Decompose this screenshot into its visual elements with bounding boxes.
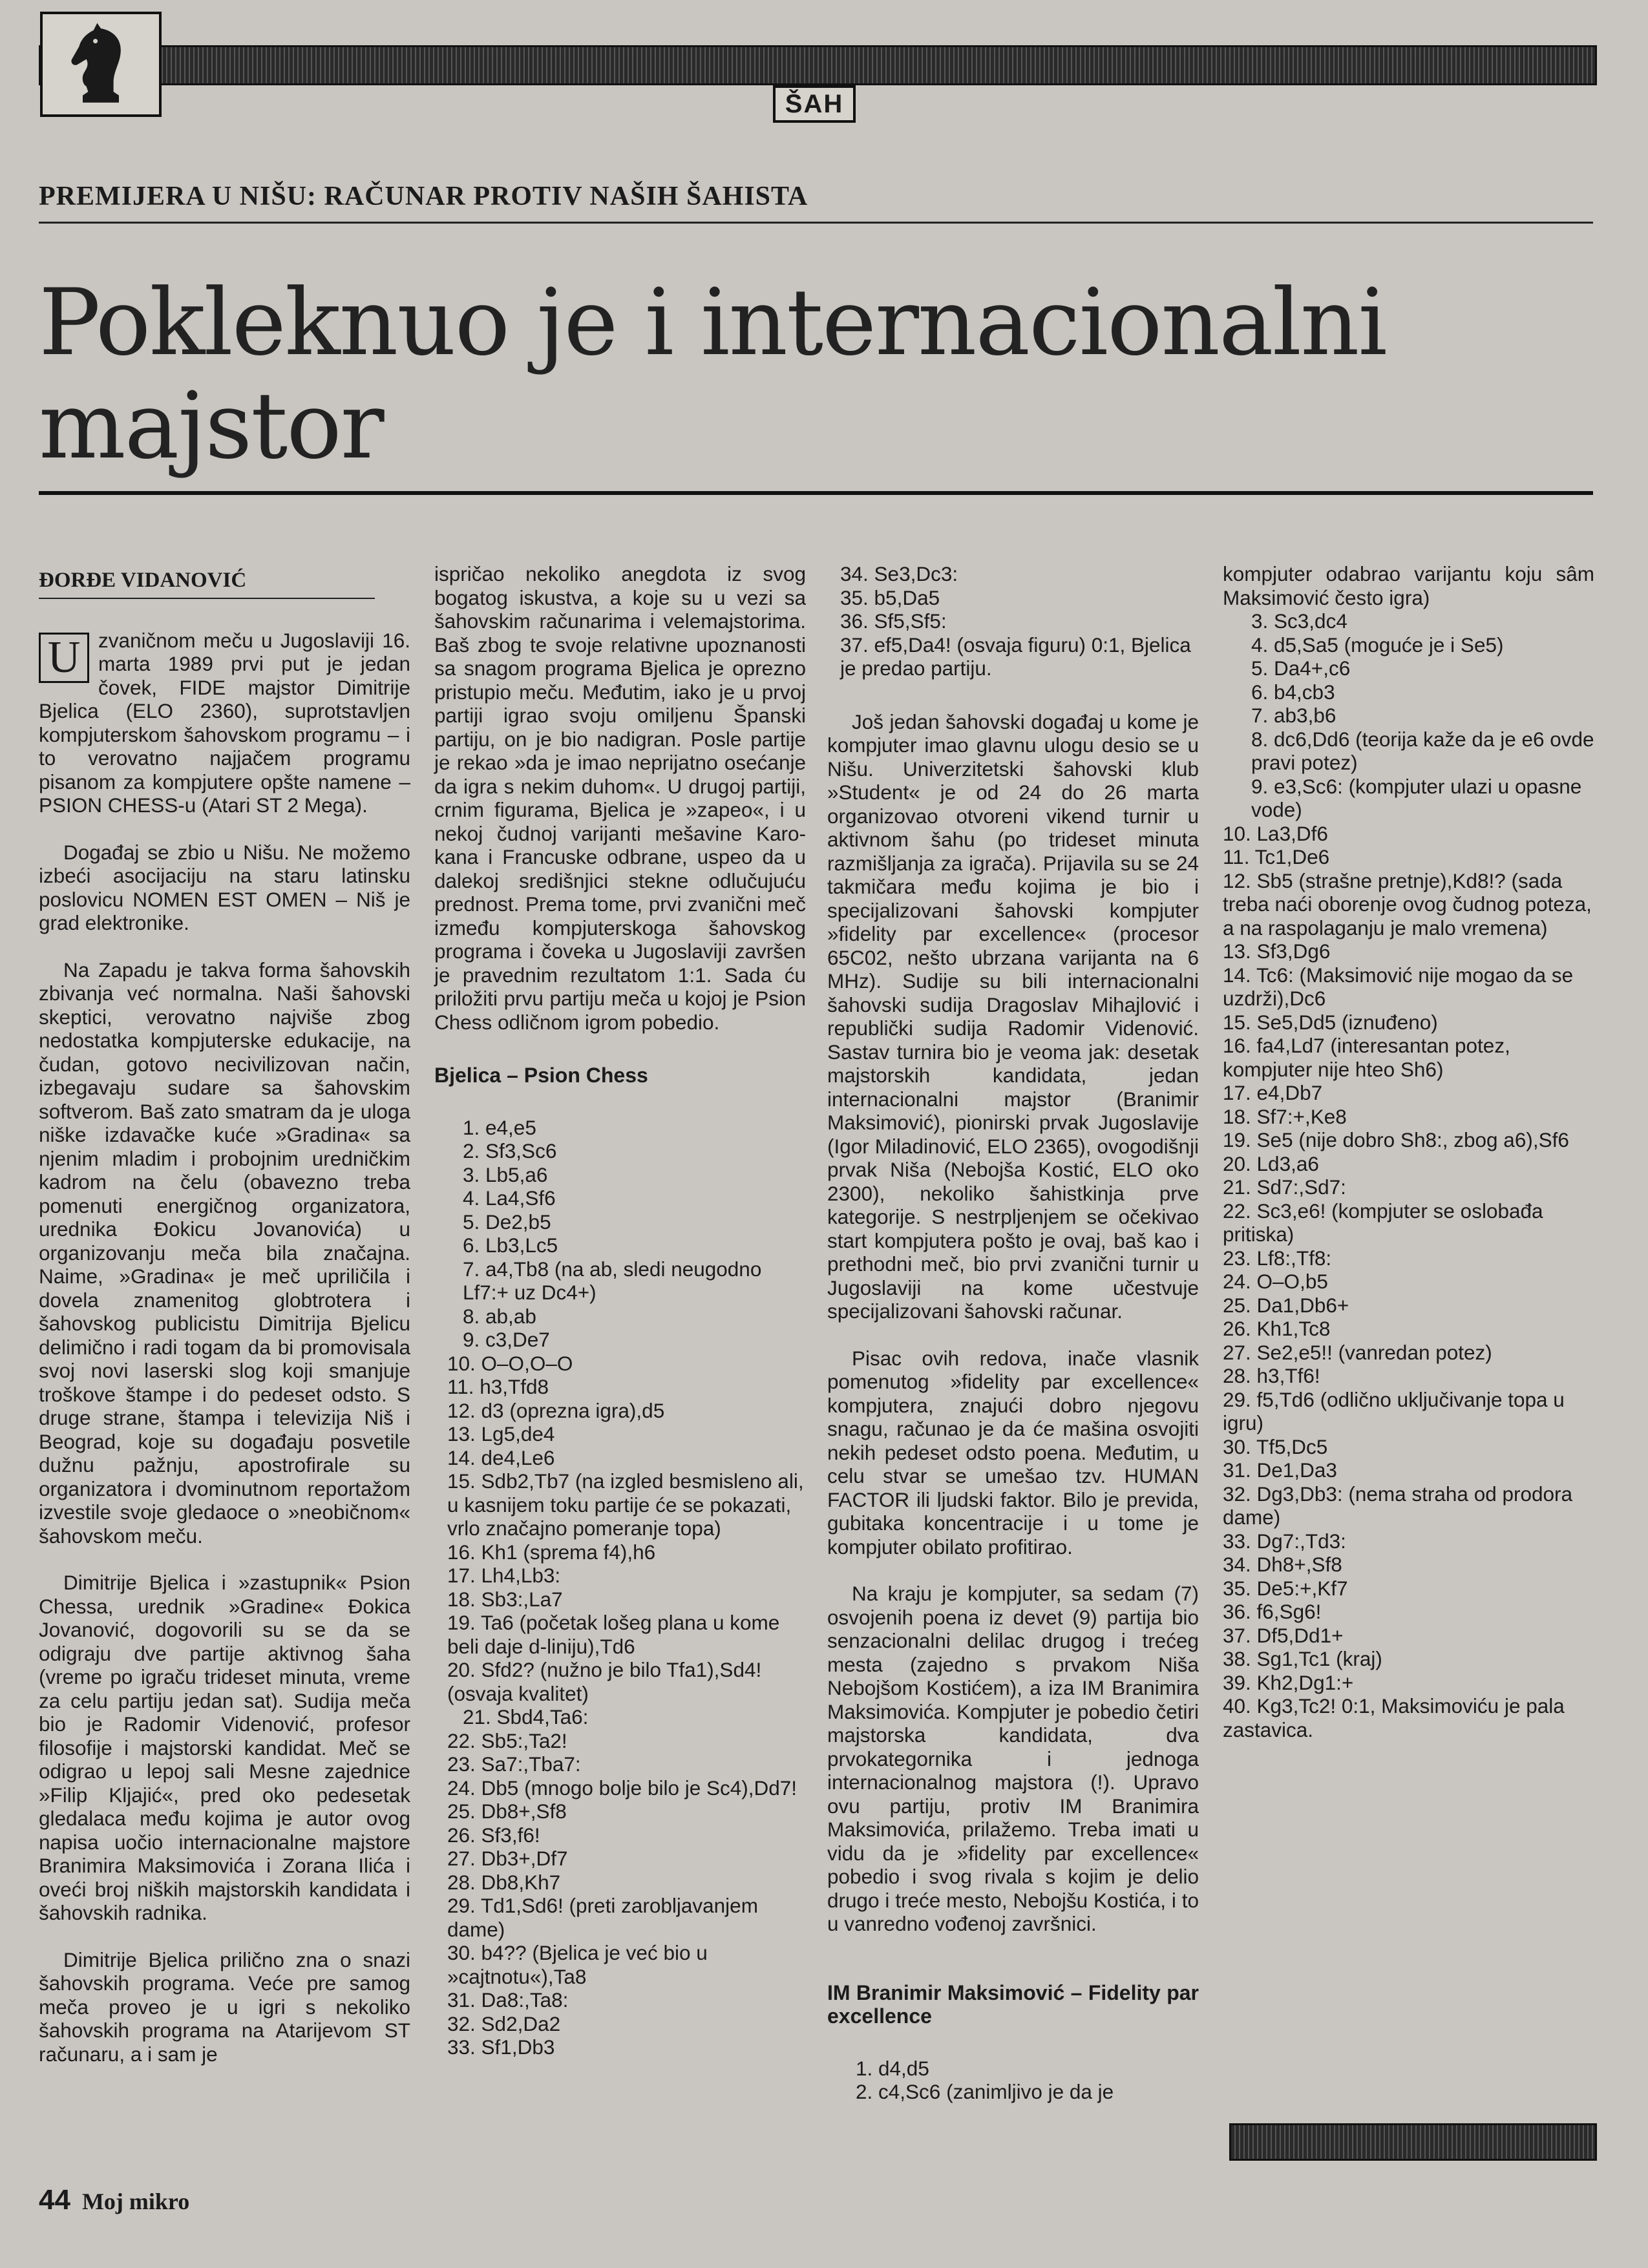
page-footer xyxy=(39,2184,189,2216)
move: 24. Db5 (mnogo bolje bilo je Sc4),Dd7! xyxy=(447,1776,798,1800)
move: 19. Se5 (nije dobro Sh8:, zbog a6),Sf6 xyxy=(1223,1128,1569,1151)
move: 36. f6,Sg6! xyxy=(1223,1600,1322,1623)
move: 8. ab,ab xyxy=(463,1304,536,1328)
move: 11. Tc1,De6 xyxy=(1223,845,1330,868)
move: 33. Dg7:,Td3: xyxy=(1223,1529,1346,1553)
move: 37. Df5,Dd1+ xyxy=(1223,1623,1344,1647)
move: 7. a4,Tb8 (na ab, sledi neugodno Lf7:+ uz Dc4+) xyxy=(463,1257,762,1304)
move: 6. Lb3,Lc5 xyxy=(463,1234,558,1257)
move: 20. Ld3,a6 xyxy=(1223,1151,1319,1175)
move: 26. Kh1,Tc8 xyxy=(1223,1317,1331,1340)
move: 14. de4,Le6 xyxy=(447,1445,555,1469)
divider xyxy=(39,222,1593,224)
paragraph: Još jedan šahovski događaj u kome je kompjuter imao glavnu ulogu desio se u Nišu. Univerzitetski šahovski klub »Student« je od 24 do 26 marta organizovao otvoreni vikend turnir u aktivnom šahu (po trideset minuta razmišljanja za igrača). Prijavila su se 24 takmičara među kojima je bio i specijalizovani šahovski kompjuter »fidelity par excellence« (procesor 65C02, nešto ubrzana varijanta na 6 MHz). Sudije su bili internacionalni šahovski sudija Dragoslav Mihajlović i republički sudija Radomir Videnović. Sastav turnira bio je veoma jak: desetak majstorskih kandidata, jedan internacionalni majstor (Branimir Maksimović), pionirski prvak Jugoslavije (Igor Miladinović, ELO 2365), ovogodišnji prvak Niša (Nebojša Kostić, ELO oko 2300), nekoliko šahistkinja prve kategorije. S nestrpljenjem se očekivao start kompjutera pošto je ovaj, baš kao i prethodni meč, bio prvi zvanični turnir u Jugoslaviji na kome učestvuje specijalizovani šahovski računar. xyxy=(827,709,1199,1323)
byline: ĐORĐE VIDANOVIĆ xyxy=(39,569,375,599)
move: 28. h3,Tf6! xyxy=(1223,1364,1320,1387)
move: 32. Sd2,Da2 xyxy=(447,2011,561,2035)
move: 23. Sa7:,Tba7: xyxy=(447,1752,581,1776)
move: 38. Sg1,Tc1 (kraj) xyxy=(1223,1647,1382,1670)
move: 19. Ta6 (početak lošeg plana u kome beli daje d-liniju),Td6 xyxy=(447,1611,780,1658)
move: 28. Db8,Kh7 xyxy=(447,1870,561,1894)
move: 3. Lb5,a6 xyxy=(463,1162,548,1186)
move: 29. Td1,Sd6! (preti zarobljavanjem dame) xyxy=(447,1894,758,1941)
move: 1. e4,e5 xyxy=(463,1115,536,1139)
move: 29. f5,Td6 (odlično uključivanje topa u igru) xyxy=(1223,1387,1565,1434)
move: 4. La4,Sf6 xyxy=(463,1186,556,1210)
move: 32. Dg3,Db3: (nema straha od prodora dame) xyxy=(1223,1482,1573,1529)
move: 1. d4,d5 xyxy=(856,2056,929,2080)
drop-cap: U xyxy=(39,633,89,683)
move: 12. d3 (oprezna igra),d5 xyxy=(447,1398,665,1422)
move: 33. Sf1,Db3 xyxy=(447,2035,555,2059)
move: 13. Lg5,de4 xyxy=(447,1422,555,1445)
chess-knight-logo xyxy=(40,12,162,117)
move: 34. Se3,Dc3: xyxy=(840,562,958,585)
paragraph: Pisac ovih redova, inače vlasnik pomenutog »fidelity par excellence« kompjutera, znajući dobro njegovu snagu, računao je da će mašina osvojiti nekih pedeset odsto poena. Međutim, u celu stvar se umešao tzv. HUMAN FACTOR ili ljudski faktor. Bilo je previda, gubitaka koncentracije i u tome je kompjuter obilato profitirao. xyxy=(827,1346,1199,1559)
column-2 xyxy=(434,562,806,2059)
move: 22. Sb5:,Ta2! xyxy=(447,1728,567,1752)
move: 35. b5,Da5 xyxy=(840,585,940,609)
move: 16. fa4,Ld7 (interesantan potez, kompjuter nije hteo Sh6) xyxy=(1223,1034,1510,1081)
move: 7. ab3,b6 xyxy=(1251,704,1336,727)
move: 15. Se5,Dd5 (iznuđeno) xyxy=(1223,1010,1438,1034)
paragraph: kompjuter odabrao varijantu koju sâm Maksimović često igra) xyxy=(1223,562,1594,609)
move: 21. Sbd4,Ta6: xyxy=(463,1705,589,1728)
move: 39. Kh2,Dg1:+ xyxy=(1223,1670,1354,1694)
move: 2. c4,Sc6 (zanimljivo je da je xyxy=(856,2080,1114,2103)
move: 27. Se2,e5!! (vanredan potez) xyxy=(1223,1340,1492,1364)
move: 5. Da4+,c6 xyxy=(1251,656,1351,680)
move: 5. De2,b5 xyxy=(463,1210,551,1234)
move: 14. Tc6: (Maksimović nije mogao da se uzdrži),Dc6 xyxy=(1223,963,1574,1010)
column-4 xyxy=(1223,562,1594,1741)
game-title: IM Branimir Maksimović – Fidelity par excellence xyxy=(827,1980,1199,2028)
knight-icon xyxy=(56,19,146,110)
magazine-name: Moj mikro xyxy=(81,2189,190,2214)
divider xyxy=(39,491,1593,495)
move: 11. h3,Tfd8 xyxy=(447,1375,549,1398)
paragraph: Na kraju je kompjuter, sa sedam (7) osvojenih poena iz devet (9) partija bio senzacionalni delilac drugog i trećeg mesta (zajedno s prvakom Niša Nebojšom Kostićem), a iza IM Branimira Maksimovića. Kompjuter je pobedio četiri majstorska kandidata, dva prvokategornika i jednoga internacionalnog majstora (!). Upravo ovu partiju, protiv IM Branimira Maksimovića, prilažemo. Treba imati u vidu da je »fidelity par excellence« pobedio i svog rivala s kojim je delio drugo i treće mesto, Nebojšu Kostića, i to u vanredno vođenoj završnici. xyxy=(827,1582,1199,1935)
move: 30. Tf5,Dc5 xyxy=(1223,1434,1328,1458)
move: 18. Sf7:+,Ke8 xyxy=(1223,1104,1347,1128)
move: 3. Sc3,dc4 xyxy=(1251,609,1347,633)
kicker: PREMIJERA U NIŠU: RAČUNAR PROTIV NAŠIH ŠAHISTA xyxy=(39,182,808,211)
move: 9. e3,Sc6: (kompjuter ulazi u opasne vode) xyxy=(1251,774,1582,821)
move: 13. Sf3,Dg6 xyxy=(1223,940,1331,963)
column-3 xyxy=(827,562,1199,2104)
move: 27. Db3+,Df7 xyxy=(447,1847,568,1870)
move: 22. Sc3,e6! (kompjuter se oslobađa pritiska) xyxy=(1223,1199,1543,1246)
move: 40. Kg3,Tc2! 0:1, Maksimoviću je pala zastavica. xyxy=(1223,1694,1565,1741)
paragraph: Dimitrije Bjelica prilično zna o snazi šahovskih programa. Veće pre samog meča proveo je u igri s nekoliko šahovskih programa na Atarijevom ST računaru, a i sam je xyxy=(39,1948,410,2066)
page-number: 44 xyxy=(39,2184,70,2216)
move: 23. Lf8:,Tf8: xyxy=(1223,1246,1332,1270)
move: 17. e4,Db7 xyxy=(1223,1081,1323,1104)
move: 26. Sf3,f6! xyxy=(447,1823,540,1847)
move: 30. b4?? (Bjelica je već bio u »cajtnotu«),Ta8 xyxy=(447,1941,708,1988)
move: 36. Sf5,Sf5: xyxy=(840,609,947,633)
move: 31. De1,Da3 xyxy=(1223,1458,1337,1482)
move: 10. La3,Df6 xyxy=(1223,821,1328,845)
move: 31. Da8:,Ta8: xyxy=(447,1988,569,2011)
move: 37. ef5,Da4! (osvaja figuru) 0:1, Bjelica je predao partiju. xyxy=(840,633,1191,680)
paragraph: Događaj se zbio u Nišu. Ne možemo izbeći asocijaciju na staru latinsku poslovicu NOMEN EST OMEN – Niš je grad elektronike. xyxy=(39,840,410,934)
header-bar xyxy=(39,45,1597,85)
move: 20. Sfd2? (nužno je bilo Tfa1),Sd4! (osvaja kvalitet) xyxy=(447,1658,762,1705)
move: 17. Lh4,Lb3: xyxy=(447,1564,561,1587)
move: 2. Sf3,Sc6 xyxy=(463,1139,557,1162)
paragraph: Dimitrije Bjelica i »zastupnik« Psion Chessa, urednik »Gradine« Đokica Jovanović, dogovorili su se da se odigraju dve partije aktivnog šaha (vreme po igraču trideset minuta, vreme za celu partiju jedan sat). Sudija meča bio je Radomir Videnović, profesor filosofije i majstorski kandidat. Meč se odigrao u lepoj sali Mesne zajednice »Filip Kljajić«, pred oko pedesetak gledalaca među kojima je autor ovog napisa uočio internacionalne majstore Branimira Maksimovića i Zorana Ilića i oveći broj niških majstorskih kandidata i šahovskih radnika. xyxy=(39,1571,410,1924)
move: 8. dc6,Dd6 (teorija kaže da je e6 ovde pravi potez) xyxy=(1251,727,1594,774)
move: 16. Kh1 (sprema f4),h6 xyxy=(447,1540,656,1564)
column-1 xyxy=(39,569,410,2089)
move: 12. Sb5 (strašne pretnje),Kd8!? (sada treba naći oborenje ovog čudnog poteza, a na raspolaganju je malo vremena) xyxy=(1223,868,1592,940)
move: 9. c3,De7 xyxy=(463,1328,550,1351)
move: 25. Db8+,Sf8 xyxy=(447,1800,567,1823)
section-tag: ŠAH xyxy=(773,85,856,123)
paragraph: ispričao nekoliko anegdota iz svog bogatog iskustva, a koje su u vezi sa šahovskim računarima i velemajstorima. Baš zbog te svoje relativne upoznanosti sa snagom programa Bjelica je oprezno pristupio meču. Međutim, iako je u prvoj partiji igrao svoju omiljenu Španski partiju, on je bio nadigran. Posle partije je rekao »da je imao neprijatno osećanje da igra s nekim duhom«. U drugoj partiji, crnim figurama, Bjelica je »zapeo«, i u nekoj čudnoj varijanti mešavine Karo-kana i Francuske odbrane, uspeo da u dalekoj središnjici stekne odlučujuću prednost. Prema tome, prvi zvanični meč između kompjuterskoga šahovskog programa i čoveka u Jugoslaviji završen je pravednim rezultatom 1:1. Sada ću priložiti prvu partiju meča u kojoj je Psion Chess odličnom igrom pobedio. xyxy=(434,562,806,1034)
move: 10. O–O,O–O xyxy=(447,1351,573,1375)
move: 35. De5:+,Kf7 xyxy=(1223,1576,1348,1600)
move: 21. Sd7:,Sd7: xyxy=(1223,1175,1346,1199)
paragraph: U zvaničnom meču u Jugoslaviji 16. marta 1989 prvi put je jedan čovek, FIDE majstor Dimitrije Bjelica (ELO 2360), suprotstavljen kompjuterskom šahovskom programu – i to verovatno najjačem programu pisanom za kompjutere opšte namene – PSION CHESS-u (Atari ST 2 Mega). xyxy=(39,628,410,817)
headline: Pokleknuo je i internacionalni majstor xyxy=(39,269,1386,479)
move: 6. b4,cb3 xyxy=(1251,680,1335,704)
paragraph: Na Zapadu je takva forma šahovskih zbivanja već normalna. Naši šahovski skeptici, verovatno najviše zbog nedostatka kompjuterske edukacije, na čudan, gotovo necivilizovan način, izbegavaju sudare sa šahovskim softverom. Baš zato smatram da je uloga niške izdavačke kuće »Gradina« sa njenim mladim i probojnim uredničkim kadrom na čelu (obavezno treba pomenuti energičnog organizatora, urednika Đokicu Jovanovića) u organizovanju meča bila značajna. Naime, »Gradina« je meč upriličila i dovela znamenitog globtrotera i šahovskog publicistu Dimitrija Bjelicu delimično i radi togam da bi promovisala svoj novi laserski slog koji smanjuje troškove štampe i do pedeset odsto. S druge strane, štampa i televizija Niš i Beograd, koje su događaju posvetile dužnu pažnju, apostrofirale su organizatora i dvominutnom reportažom izvestile svoje gledaoce o »neobičnom« šahovskom meču. xyxy=(39,958,410,1548)
move: 34. Dh8+,Sf8 xyxy=(1223,1553,1342,1576)
move: 24. O–O,b5 xyxy=(1223,1270,1328,1293)
move: 18. Sb3:,La7 xyxy=(447,1587,563,1611)
move: 15. Sdb2,Tb7 (na izgled besmisleno ali, u kasnijem toku partije će se pokazati, vrlo značajno pomeranje topa) xyxy=(447,1469,804,1540)
move: 4. d5,Sa5 (moguće je i Se5) xyxy=(1251,633,1504,656)
game-title: Bjelica – Psion Chess xyxy=(434,1064,648,1087)
footer-bar xyxy=(1229,2123,1597,2161)
move: 25. Da1,Db6+ xyxy=(1223,1293,1349,1317)
